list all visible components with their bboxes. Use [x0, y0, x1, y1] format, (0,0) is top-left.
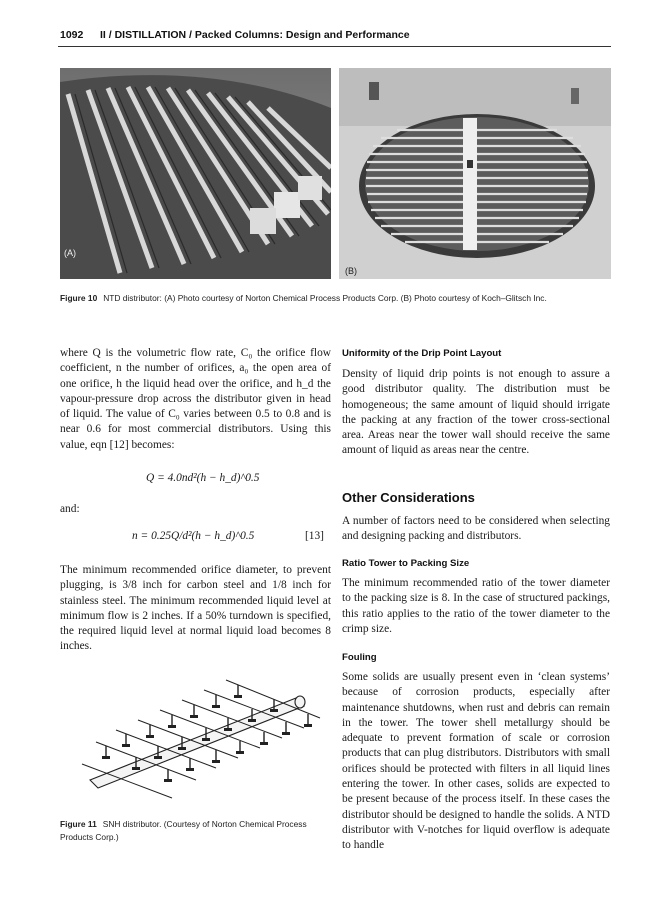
- left-paragraph-2: The minimum recommended orifice diameter, to prevent plugging, is 3/8 inch for carbon steel and 1/8 inch for stainless steel. The minimum recommended liquid level at minimum flow is 2 inches. If a 50% turndown is specified, the required liquid level at normal liquid load becomes 8 inches.: [60, 564, 331, 653]
- figure-10-caption-text: NTD distributor: (A) Photo courtesy of Norton Chemical Process Products Corp. (B) Photo courtesy of Koch–Glitsch Inc.: [103, 293, 547, 303]
- heading-fouling: Fouling: [342, 652, 377, 663]
- paragraph-uniformity: Density of liquid drip points is not enough to assure a good distributor quality. The distribution must be homogeneous; the same amount of liquid should irrigate the packing at any fraction of the tower cross-sectional area. Areas near the tower wall should receive the same amount of liquid as areas near the centre.: [342, 368, 610, 457]
- ntd-distributor-b-illustration: [339, 68, 611, 279]
- figure-11-caption: [60, 818, 328, 843]
- figure-10a-photo: [60, 68, 331, 279]
- equation-12: Q = 4.0nd²(h − h_d)^0.5: [146, 472, 260, 484]
- snh-distributor-illustration: [76, 668, 322, 804]
- figure-10b-photo: [339, 68, 611, 279]
- running-title: II / DISTILLATION / Packed Columns: Design and Performance: [100, 29, 410, 41]
- page-number: 1092: [60, 29, 84, 41]
- figure-11-drawing: [76, 668, 322, 804]
- figure-10-caption-label: Figure 10: [60, 293, 98, 303]
- figure-11-caption-text: SNH distributor. (Courtesy of Norton Chemical Process Products Corp.): [60, 819, 307, 842]
- figure-10a-label: (A): [64, 248, 76, 258]
- running-header: [60, 29, 610, 45]
- heading-uniformity: Uniformity of the Drip Point Layout: [342, 348, 502, 359]
- and-label: and:: [60, 503, 80, 515]
- figure-11-caption-label: Figure 11: [60, 819, 97, 829]
- ntd-distributor-a-illustration: [60, 68, 331, 279]
- heading-ratio: Ratio Tower to Packing Size: [342, 558, 470, 569]
- figure-10-caption: [60, 293, 620, 303]
- header-rule: [58, 46, 611, 47]
- paragraph-ratio: The minimum recommended ratio of the tower diameter to the packing size is 8. In the case of structured packings, this ratio applies to the ratio of the tower diameter to the crimp size.: [342, 577, 610, 635]
- paragraph-other-considerations: A number of factors need to be considered when selecting and designing packing and distributors.: [342, 515, 610, 543]
- figure-10b-label: (B): [345, 266, 357, 276]
- heading-other-considerations: Other Considerations: [342, 490, 475, 505]
- left-paragraph-1: where Q is the volumetric flow rate, C₀ the orifice flow coefficient, n the number of orifices, a₀ the open area of one orifice, h the liquid head over the orifice, and h_d the vapour-pressure drop across the distributor given in head of liquid. The value of C₀ varies between 0.5 to 0.8 and is near 0.6 for most commercial distributors. Using this value, eqn [12] becomes:: [60, 347, 331, 451]
- equation-13-number: [13]: [305, 530, 324, 542]
- paragraph-fouling: Some solids are usually present even in ‘clean systems’ because of corrosion products, especially after maintenance shutdowns, when rust and debris can remain in the tower. The tower shell metallurgy should be adequate to prevent formation of scale or corrosion products that can plug distributors. Distributors with small orifices should be protected with filters in all liquid lines entering the tower. In other cases, solids are expected to be present because of the process itself. In these cases the distributor should be designed to handle the solids. A NTD distributor with V-notches for liquid overflow is adequate to handle: [342, 671, 610, 852]
- equation-13: n = 0.25Q/d²(h − h_d)^0.5: [132, 530, 255, 542]
